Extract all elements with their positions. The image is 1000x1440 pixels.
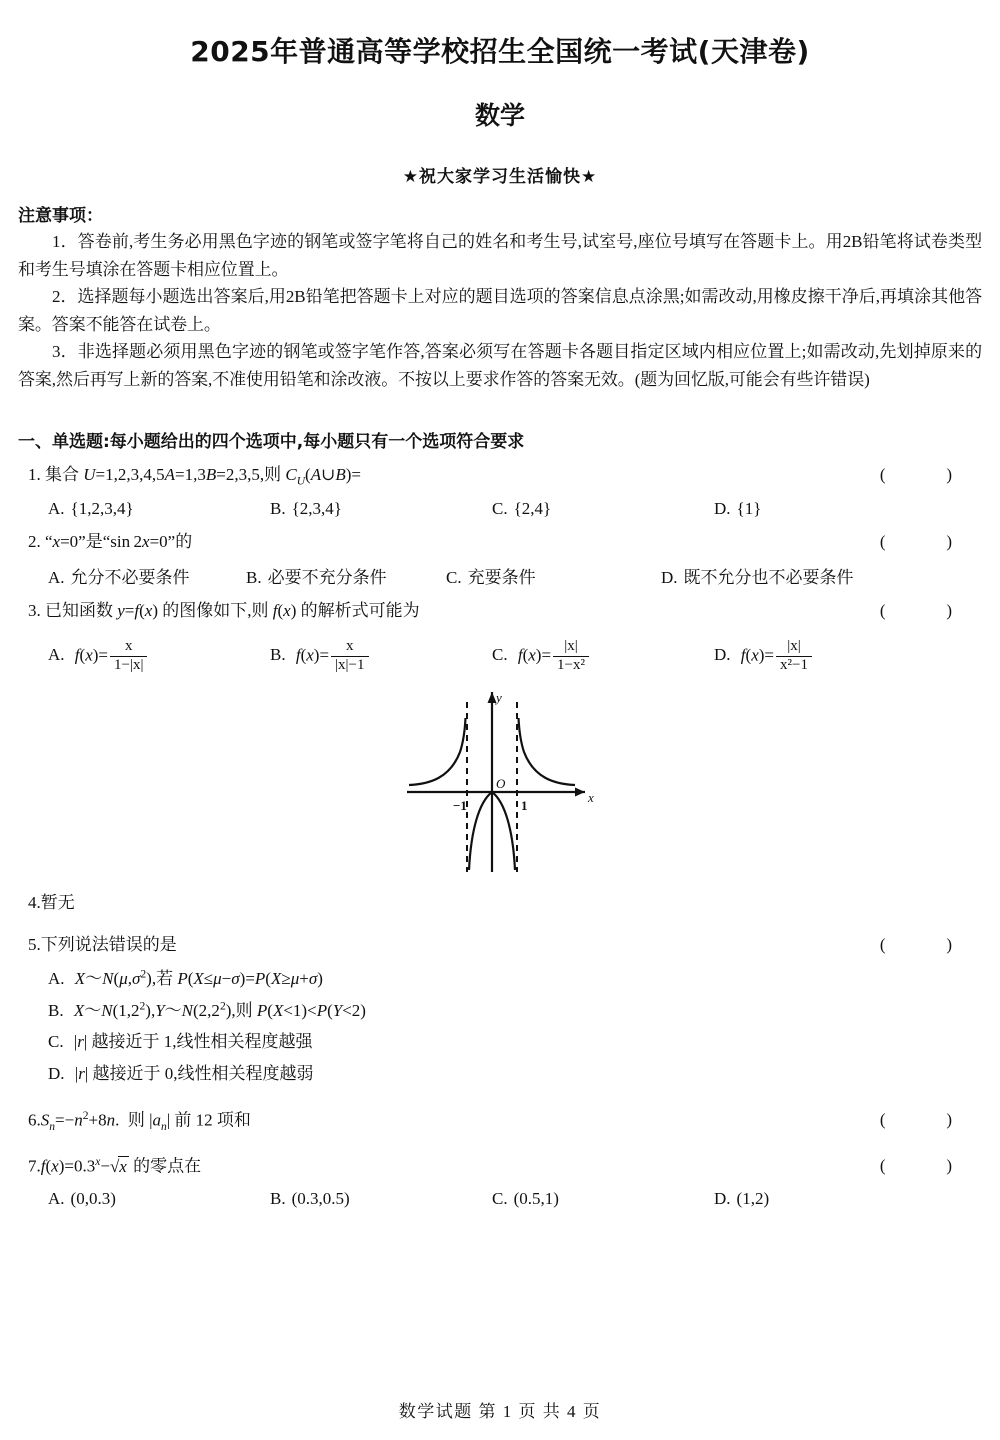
question-7-answer-paren[interactable]: ( ) [879, 1156, 964, 1176]
sqrt-x: √x [109, 1157, 127, 1177]
question-4-text: 暂无 [40, 893, 75, 913]
curve-right-outer [519, 718, 576, 785]
function-graph-svg [395, 680, 605, 880]
question-1-number: 1. [28, 465, 41, 485]
page-footer: 数学试题 第 1 页 共 4 页 [398, 1402, 602, 1421]
wish-line: ★祝大家学习生活愉快★ [402, 167, 598, 187]
question-4-number: 4. [28, 893, 41, 913]
fraction-b: $\frac{x}{|x|-1}$ [331, 638, 368, 674]
question-7-option-b[interactable]: B. (0.3,0.5) [270, 1188, 350, 1208]
question-6-number: 6. [28, 1110, 41, 1130]
question-5-option-c[interactable]: C. |r| 越接近于 1,线性相关程度越强 [48, 1032, 313, 1052]
question-2-option-c[interactable]: C. 充要条件 [446, 568, 536, 588]
question-2 [18, 529, 982, 589]
question-3-number: 3. [28, 601, 41, 621]
x-tick-minus-one: −1 [453, 798, 467, 814]
question-4 [18, 890, 982, 916]
question-4-stem [18, 890, 982, 916]
question-3 [18, 598, 982, 880]
question-3-option-d[interactable]: D. f(x)= $\frac{|x|}{\text{x²−1}}$ [714, 638, 936, 674]
question-3-option-a[interactable]: A. f(x)= $\frac{x}{1-|x|}$ [48, 638, 270, 674]
question-7-stem: $7.f(x)=0.3^x-√x$ 的零点在 ( ) [18, 1153, 982, 1179]
question-1-option-a[interactable]: A. {1,2,3,4} [48, 498, 134, 518]
question-2-options [18, 563, 982, 588]
question-6-answer-paren[interactable]: ( ) [879, 1110, 964, 1130]
notice-item-1: 1．答卷前,考生务必用黑色字迹的钢笔或签字笔将自己的姓名和考生号,试室号,座位号填写在答题卡上。用2B铅笔将试卷类型和考生号填涂在答题卡相应位置上。 [18, 232, 982, 279]
question-1-option-d[interactable]: D. {1} [714, 498, 762, 518]
question-1-answer-paren[interactable]: ( ) [879, 465, 964, 485]
question-7-option-c[interactable]: C. (0.5,1) [492, 1188, 559, 1208]
notice-heading: 注意事项： [18, 206, 103, 226]
question-2-option-d[interactable]: D. 既不允分也不必要条件 [661, 568, 854, 588]
x-tick-one: 1 [521, 798, 528, 814]
question-7-number: 7. [28, 1157, 41, 1177]
notice-item-2: 2．选择题每小题选出答案后,用2B铅笔把答题卡上对应的题目选项的答案信息点涂黑;如需改动,用橡皮擦干净后,再填涂其他答案。答案不能答在试卷上。 [18, 287, 982, 334]
question-3-option-c[interactable]: C. f(x)= $\frac{|x|}{\text{1−x²}}$ [492, 638, 714, 674]
origin-label: O [496, 776, 506, 792]
question-7-options [18, 1189, 982, 1209]
fraction-d: $\frac{|x|}{\text{x²−1}}$ [776, 638, 812, 674]
question-2-answer-paren[interactable]: ( ) [879, 531, 964, 551]
question-1-options [18, 499, 982, 519]
fraction-a: $\frac{x}{1-|x|}$ [110, 638, 147, 674]
question-3-answer-paren[interactable]: ( ) [879, 601, 964, 621]
x-axis-arrow [575, 788, 585, 797]
x-axis-label: x [588, 790, 594, 806]
question-2-option-a[interactable]: A. 允分不必要条件 [48, 568, 190, 588]
notice-item-3: 3．非选择题必须用黑色字迹的钢笔或签字笔作答,答案必须写在答题卡各题目指定区域内相应位置上;如需改动,先划掉原来的答案,然后再写上新的答案,不准使用铅笔和涂改液。不按以上要求作答的答案无效。(题为回忆版,可能会有些许错误) [18, 342, 982, 389]
question-1-option-c[interactable]: C. {2,4} [492, 498, 552, 518]
question-5-stem [18, 932, 982, 958]
y-axis-label: y [496, 690, 502, 706]
question-5-option-d[interactable]: D. |r| 越接近于 0,线性相关程度越弱 [48, 1063, 314, 1083]
question-7 [18, 1153, 982, 1208]
question-7-option-d[interactable]: D. (1,2) [714, 1188, 770, 1208]
question-5-answer-paren[interactable]: ( ) [879, 934, 964, 954]
notice-section [18, 201, 982, 393]
question-3-option-b[interactable]: B. f(x)= $\frac{x}{|x|-1}$ [270, 638, 492, 674]
question-3-stem: 3. 已知函数 y=f(x) 的图像如下,则 f(x) 的解析式可能为 ( ) [18, 598, 982, 624]
question-1-stem: 1. 集合 U=1,2,3,4,5A=1,3B=2,3,5,则 $C_U(A\cup B)=$ ( ) [18, 462, 982, 490]
page-title: 2025年普通高等学校招生全国统一考试(天津卷) [190, 35, 810, 68]
question-5-number: 5. [28, 934, 41, 954]
section-heading-single-choice: 一、单选题:每小题给出的四个选项中,每小题只有一个选项符合要求 [18, 432, 525, 453]
question-3-options [18, 638, 982, 674]
question-3-figure [18, 680, 982, 880]
question-5-option-b[interactable]: B. $X\sim N(1,2^2),Y\sim N(2,2^2)$,则 P(X<1)<P(Y<2) [48, 999, 366, 1020]
curve-left-outer [409, 718, 466, 785]
question-7-option-a[interactable]: A. (0,0.3) [48, 1188, 116, 1208]
question-2-number: 2. [28, 531, 41, 551]
question-5-options [18, 963, 982, 1089]
question-6-stem: $6.S_n=-n^2+8n$. 则 $|a_n|$ 前 12 项和 ( ) [28, 1109, 964, 1134]
question-2-stem: 2. “x=0”是“sin 2x=0”的 ( ) [18, 529, 982, 555]
question-5-text: 下列说法错误的是 [40, 934, 177, 954]
question-6 [18, 1107, 982, 1135]
question-1 [18, 462, 982, 519]
fraction-c: $\frac{|x|}{\text{1−x²}}$ [553, 638, 589, 674]
subject-title: 数学 [474, 101, 525, 130]
question-5-option-a[interactable]: A. $X\sim N(\mu,\sigma^2)$,若 P(X≤μ−σ)=P(X≥μ+σ) [48, 967, 323, 989]
question-5 [18, 932, 982, 1089]
question-2-option-b[interactable]: B. 必要不充分条件 [246, 568, 387, 588]
exam-page [0, 16, 1000, 1440]
question-1-option-b[interactable]: B. {2,3,4} [270, 498, 342, 518]
